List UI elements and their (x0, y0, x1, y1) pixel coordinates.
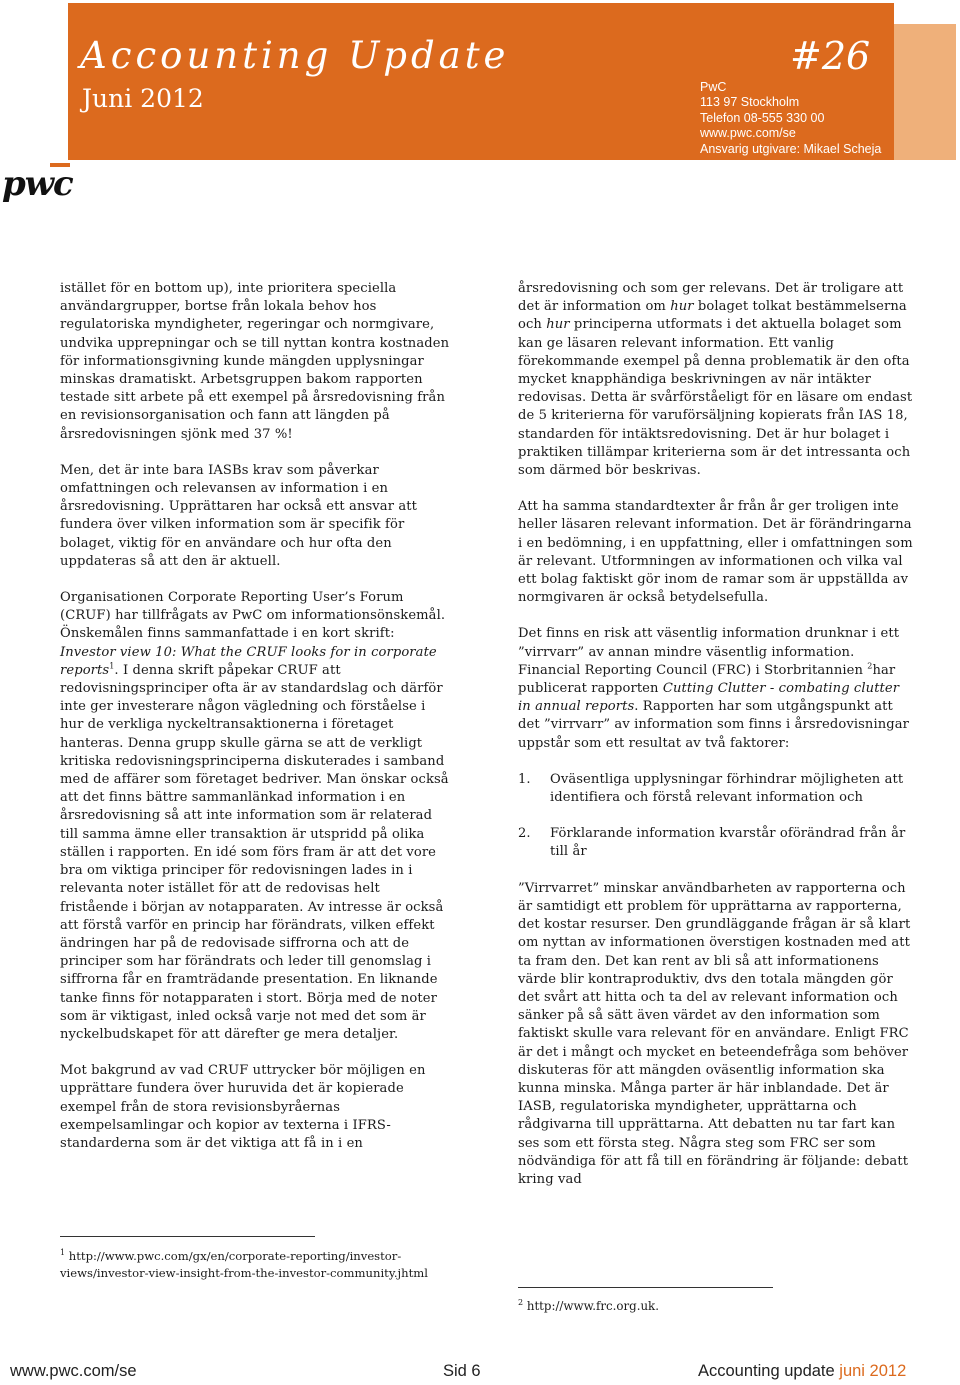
right-p3-text-c: . Rapporten har som utgångspunkt att det ”virrvarr” av information som finns i årsredovisningar uppstår som ett resultat av två faktorer: (518, 699, 910, 751)
right-p1-text-c: principerna utformats i det aktuella bolaget som kan ge läsaren relevant information. Ett vanlig förekommande exempel på denna problematik är den ofta mycket knapphändiga beskrivningen av när intäkter redovisas. Detta är svårförståeligt för en läsare om endast de 5 kriterierna för varuförsäljning kopierats från IAS 18, standarden för intäktsredovisning. Det är hur bolaget i praktiken tillämpar kriterierna som är det intressanta och som därmed bör beskrivas. (518, 317, 913, 479)
right-paragraph-1 (518, 280, 914, 480)
right-p3-text-b: har publicerat rapporten (518, 662, 896, 697)
logo-wordmark: pwc (2, 164, 73, 204)
list-item (518, 771, 914, 807)
footnote-ref-2[interactable]: 2 (867, 661, 873, 671)
list-item-number: 1. (518, 771, 531, 787)
footer-publication (698, 1362, 906, 1381)
contact-phone: Telefon 08-555 330 00 (700, 110, 825, 125)
header-accent-block (894, 24, 956, 160)
right-paragraph-2: Att ha samma standardtexter år från år ger troligen inte heller läsaren relevant information. Det är förändringarna i en bedömning, i en uppfattning, eller i omfattningen som är relevant. Utformningen av informationen och vilka val ett bolag faktiskt gör inom de ramar som är uppställda av normgivaren är också betydelsefulla. (518, 499, 913, 606)
footer-page-number: Sid 6 (443, 1362, 481, 1380)
list-item (518, 825, 914, 861)
right-p1-text-a: årsredovisning och som ger relevans. Det är troligare att det är information om (518, 281, 904, 315)
footnote-rule-right (518, 1287, 773, 1288)
left-p3-text-a: Organisationen Corporate Reporting User’s Forum (CRUF) har tillfrågats av PwC om informationsönskemål. Önskemålen finns sammanfattade i en kort skrift: (60, 590, 446, 642)
footnote-rule-left (60, 1236, 315, 1237)
footnote-1-number: 1 (60, 1248, 66, 1258)
footnote-2-number: 2 (518, 1298, 524, 1308)
footer-publication-date: juni 2012 (839, 1362, 907, 1380)
footnote-2-link[interactable]: http://www.frc.org.uk. (523, 1299, 659, 1313)
left-paragraph-4: Mot bakgrund av vad CRUF uttrycker bör möjligen en upprättare fundera över huruvida det är kopierade exempel från de stora revisionsbyråernas exempelsamlingar och kopior av texterna i IFRS-standarderna som är det viktiga att få in i en (60, 1063, 426, 1151)
right-p3-report-title: Cutting Clutter - combating clutter in annual reports (518, 681, 900, 715)
list-item-text: Oväsentliga upplysningar förhindrar möjligheten att identifiera och förstå relevant information och (550, 771, 904, 806)
contact-address: 113 97 Stockholm (700, 95, 800, 110)
factor-list (518, 771, 914, 862)
contact-company: PwC (700, 80, 727, 94)
right-p1-text-b: bolaget tolkat bestämmelserna och (518, 299, 907, 333)
right-paragraph-3 (518, 625, 914, 752)
left-p3-text-b: . I denna skrift påpekar CRUF att redovisningsprinciper ofta är av standardslag och därför inte ger investerare någon vägledning och förståelse i hur de verkliga nyckeltransaktionerna i företaget hanteras. Denna grupp skulle gärna se att de verkligt kritiska redovisningsprinciperna diskuterades i samband med de affärer som företaget bedriver. Man önskar också att det finns bättre sammanlänkad information i en årsredovisning så att inte information som är relaterad till samma ämne eller transaktion är utspridd på olika ställen i rapporten. En idé som förs fram är att det vore bra om viktiga principer för redovisningen lades in i relevanta noter istället för att de redovisas helt fristående i början av notapparaten. Av intresse är också att förstå varför en princip har förändrats, vilken effekt ändringen har på de redovisade siffrorna och att de principer som har förändrats och leder till genomslag i siffrorna får en framträdande presentation. En liknande tanke finns för notapparaten i stort. Börja med de noter som är viktigast, inled också varje not med det som är nyckelbudskapet för att därefter ge mera detaljer. (60, 662, 449, 1042)
contact-website[interactable]: www.pwc.com/se (700, 126, 796, 141)
issue-date: Juni 2012 (82, 84, 204, 113)
contact-publisher: Ansvarig utgivare: Mikael Scheja (700, 141, 882, 156)
right-p1-emphasis-1: hur (670, 299, 694, 315)
issue-number: #26 (790, 34, 871, 78)
contact-block (700, 80, 881, 157)
right-paragraph-4: ”Virrvarret” minskar användbarheten av rapporterna och är samtidigt ett problem för upprättarna av rapporterna, det kostar resurser. Den grundläggande frågan är så klart om nyttan av informationen överstigen kostnaden med att ta fram den. Det kan rent av bli så att informationens värde blir kontraproduktiv, dvs den totala mängden gör det svårt att hitta och ta del av relevant information och sänker på så sätt även värdet av den information som faktiskt skulle vara relevant för en användare. Enligt FRC är det i mångt och mycket en beteendefråga som behöver diskuteras för att mängden oväsentlig information ska kunna minska. Många parter är här inblandade. Det är IASB, regulatoriska myndigheter, upprättarna och rådgivarna till upprättarna. Att debatten nu tar fart kan ses som ett första steg. Några steg som FRC ser som nödvändiga för att få till en förändring är följande: debatt kring vad (518, 880, 911, 1187)
pwc-logo (0, 158, 100, 218)
left-paragraph-2: Men, det är inte bara IASBs krav som påverkar omfattningen och relevansen av information i en årsredovisning. Upprättaren har också ett ansvar att fundera över vilken information som är specifik för bolaget, viktig för en användare och hur ofta den uppdateras så att den är aktuell. (60, 462, 417, 569)
list-item-text: Förklarande information kvarstår oförändrad från år till år (550, 826, 906, 860)
right-p3-text-a: Det finns en risk att väsentlig information drunknar i ett ”virrvarr” av annan mindre väsentlig information. Financial Reporting Council (FRC) i Storbritannien (518, 626, 900, 678)
left-p3-report-title: Investor view 10: What the CRUF looks for in corporate reports (60, 644, 437, 678)
publication-title: Accounting Update (80, 34, 510, 77)
footnote-2 (518, 1298, 818, 1315)
list-item-number: 2. (518, 826, 531, 842)
footnote-1-link[interactable]: http://www.pwc.com/gx/en/corporate-reporting/investor-views/investor-view-insight-from-the-investor-community.jhtml (60, 1249, 428, 1280)
left-column (60, 280, 450, 1171)
footer-website[interactable]: www.pwc.com/se (10, 1362, 137, 1380)
footnote-ref-1[interactable]: 1 (109, 661, 115, 671)
left-paragraph-1: istället för en bottom up), inte prioritera speciella användargrupper, bortse från lokala behov hos regulatoriska myndigheter, regeringar och normgivare, undvika upprepningar och se till nyttan kontra kostnaden för informationsgivning kunde mängden upplysningar minskas dramatiskt. Arbetsgruppen bakom rapporten testade sitt arbete på ett exempel på årsredovisning från en revisionsorganisation och fann att längden på årsredovisningen sjönk med 37 %! (60, 281, 450, 442)
right-column (518, 280, 914, 1207)
right-p1-emphasis-2: hur (546, 317, 570, 333)
left-paragraph-3 (60, 589, 450, 1044)
footer-publication-name: Accounting update (698, 1362, 840, 1380)
footnote-1 (60, 1248, 450, 1282)
